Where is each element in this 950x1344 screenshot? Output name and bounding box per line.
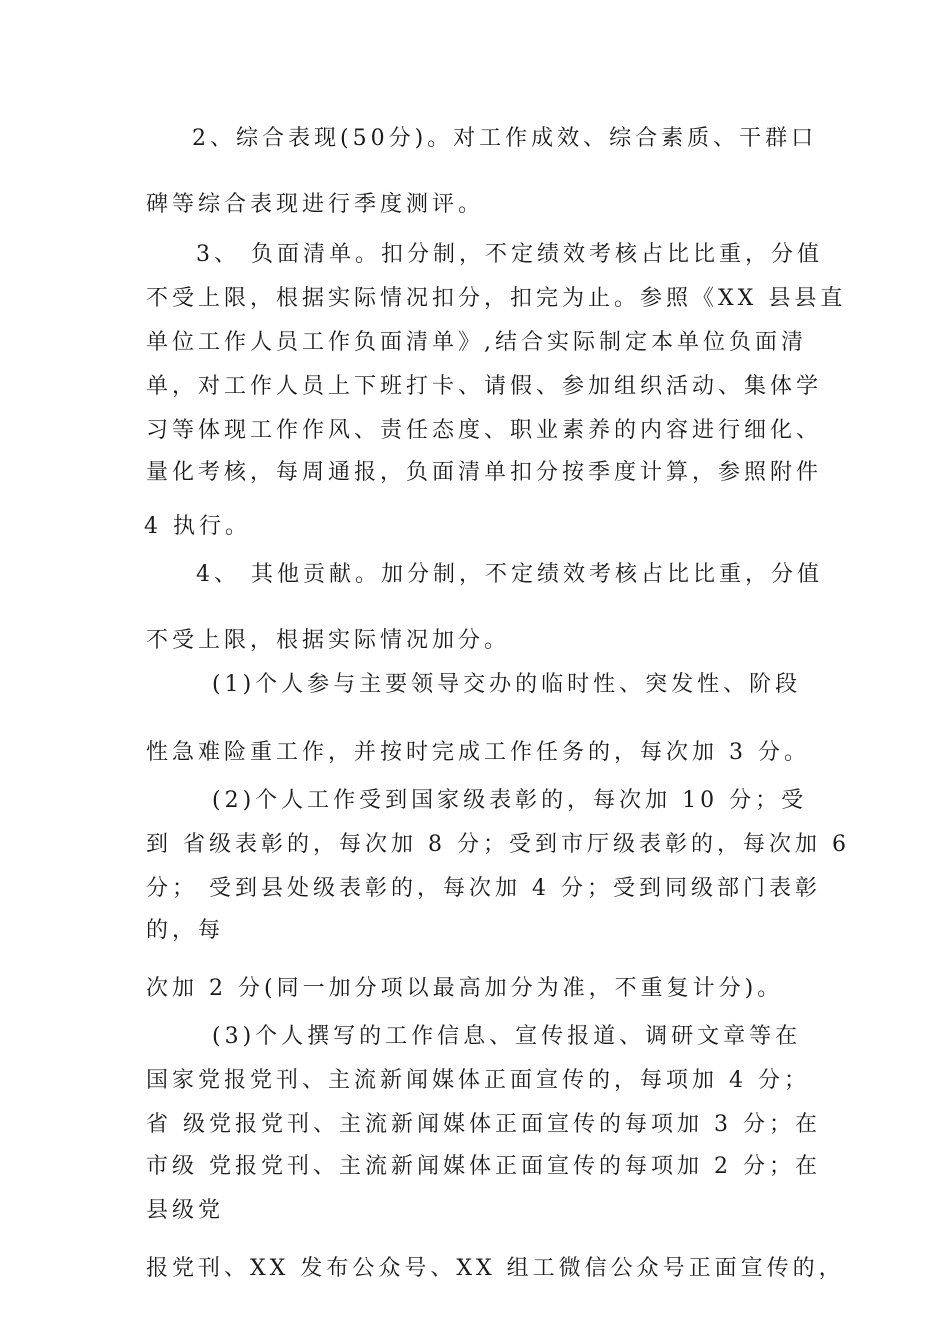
paragraph-line: 的，每 [146, 918, 225, 943]
paragraph-line: 国家党报党刊、主流新闻媒体正面宣传的，每项加 4 分； [146, 1068, 810, 1093]
paragraph-line: 次加 2 分(同一加分项以最高加分为准，不重复计分)。 [146, 976, 784, 1001]
paragraph-line: 到 省级表彰的，每次加 8 分；受到市厅级表彰的，每次加 6 [146, 832, 850, 857]
paragraph-line: 性急难险重工作，并按时完成工作任务的，每次加 3 分。 [146, 740, 810, 765]
paragraph-line: 不受上限，根据实际情况扣分，扣完为止。参照《XX 县县直 [146, 286, 847, 311]
paragraph-line: 4 执行。 [144, 514, 251, 539]
paragraph-line: (2)个人工作受到国家级表彰的，每次加 10 分；受 [212, 788, 808, 813]
paragraph-line: 市级 党报党刊、主流新闻媒体正面宣传的每项加 2 分；在 [146, 1154, 821, 1179]
paragraph-line: 习等体现工作作风、责任态度、职业素养的内容进行细化、 [146, 418, 823, 443]
paragraph-line: 单，对工作人员上下班打卡、请假、参加组织活动、集体学 [146, 374, 823, 399]
paragraph-line: 县级党 [146, 1198, 225, 1223]
paragraph-line: 不受上限，根据实际情况加分。 [146, 628, 511, 653]
paragraph-line: 省 级党报党刊、主流新闻媒体正面宣传的每项加 3 分；在 [146, 1112, 821, 1137]
paragraph-line: 3、 负面清单。扣分制，不定绩效考核占比比重，分值 [196, 242, 823, 267]
paragraph-line: (1)个人参与主要领导交办的临时性、突发性、阶段 [212, 672, 802, 697]
paragraph-line: 报党刊、XX 发布公众号、XX 组工微信公众号正面宣传的， [146, 1256, 845, 1281]
paragraph-line: 单位工作人员工作负面清单》,结合实际制定本单位负面清 [146, 330, 807, 355]
paragraph-line: 量化考核，每周通报，负面清单扣分按季度计算，参照附件 [146, 460, 823, 485]
paragraph-line: 4、 其他贡献。加分制，不定绩效考核占比比重，分值 [196, 562, 823, 587]
paragraph-line: 2、综合表现(50分)。对工作成效、综合素质、干群口 [192, 126, 818, 151]
paragraph-line: 分； 受到县处级表彰的，每次加 4 分；受到同级部门表彰 [146, 876, 821, 901]
paragraph-line: (3)个人撰写的工作信息、宣传报道、调研文章等在 [212, 1024, 802, 1049]
paragraph-line: 碑等综合表现进行季度测评。 [146, 192, 485, 217]
